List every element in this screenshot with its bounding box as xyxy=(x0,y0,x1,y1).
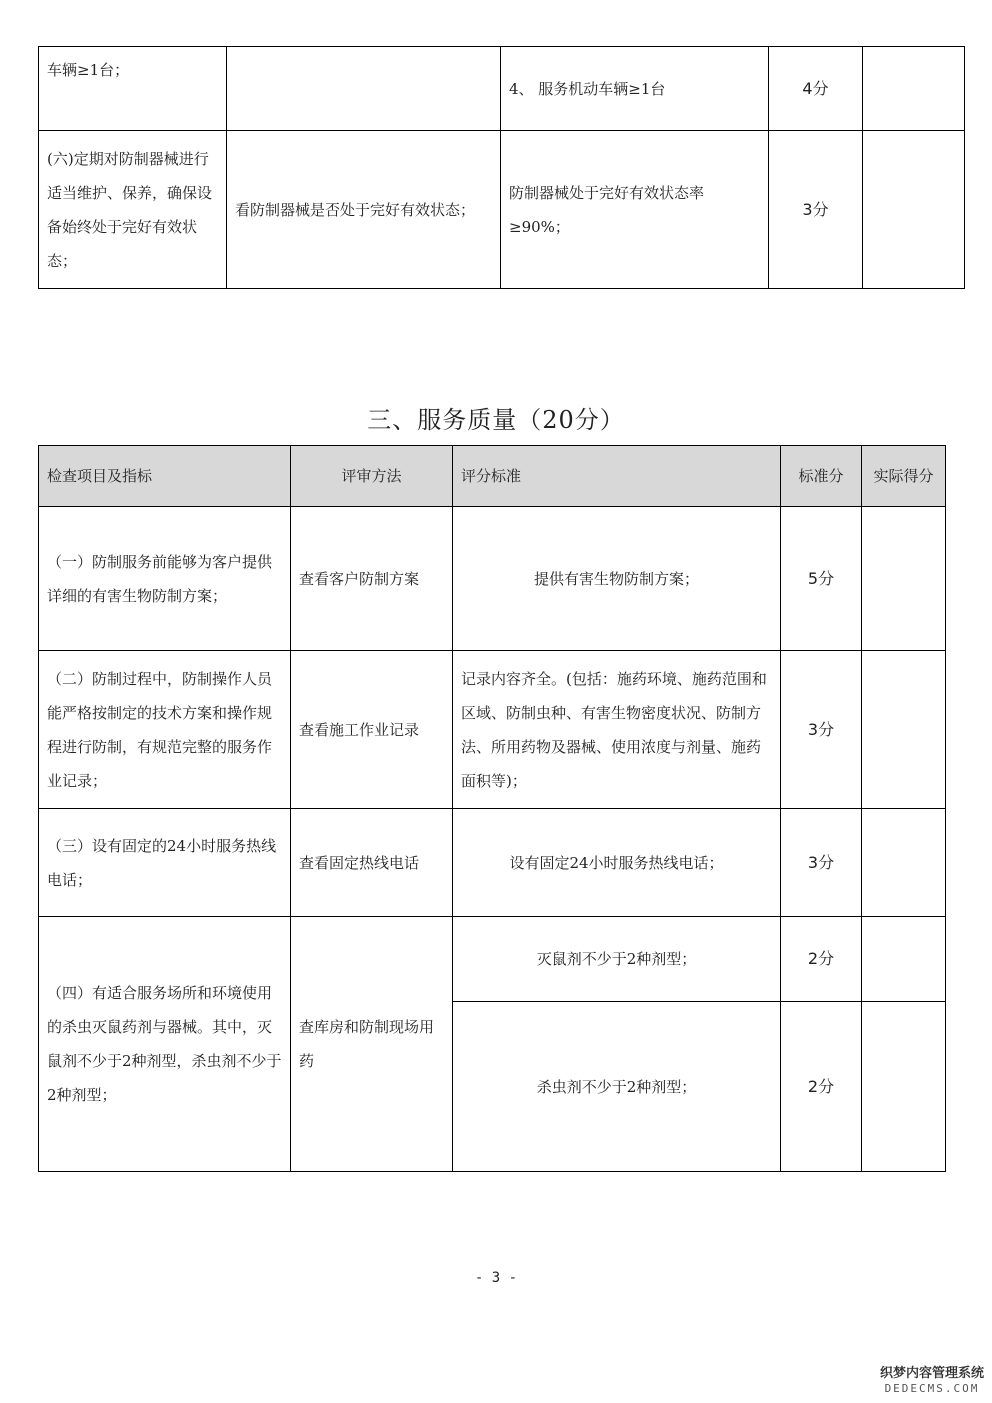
actual-score-cell xyxy=(863,131,965,289)
watermark-logo xyxy=(880,1366,984,1396)
table-row xyxy=(39,809,946,917)
watermark-line1: 织梦内容管理系统 xyxy=(879,1366,984,1381)
header-item: 检查项目及指标 xyxy=(39,446,291,507)
item-cell: （二）防制过程中，防制操作人员能严格按制定的技术方案和操作规程进行防制，有规范完整的服务作业记录； xyxy=(39,651,291,809)
method-cell: 看防制器械是否处于完好有效状态； xyxy=(227,131,501,289)
actual-score-cell xyxy=(862,917,946,1002)
method-cell: 查库房和防制现场用药 xyxy=(291,917,453,1172)
item-cell: 车辆≥1台； xyxy=(39,47,227,131)
table-row xyxy=(39,131,965,289)
score-cell: 2分 xyxy=(781,1002,862,1172)
actual-score-cell xyxy=(863,47,965,131)
header-method: 评审方法 xyxy=(291,446,453,507)
score-cell: 5分 xyxy=(781,507,862,651)
item-cell: (六)定期对防制器械进行适当维护、保养，确保设备始终处于完好有效状态； xyxy=(39,131,227,289)
table-header-row xyxy=(39,446,946,507)
score-cell: 2分 xyxy=(781,917,862,1002)
method-cell: 查看固定热线电话 xyxy=(291,809,453,917)
header-score: 标准分 xyxy=(781,446,862,507)
table-row xyxy=(39,651,946,809)
actual-score-cell xyxy=(862,1002,946,1172)
score-cell: 3分 xyxy=(769,131,863,289)
method-cell: 查看客户防制方案 xyxy=(291,507,453,651)
score-cell: 3分 xyxy=(781,809,862,917)
service-quality-table xyxy=(38,445,946,1172)
item-cell: （四）有适合服务场所和环境使用的杀虫灭鼠药剂与器械。其中，灭鼠剂不少于2种剂型，杀虫剂不少于2种剂型； xyxy=(39,917,291,1172)
standard-cell: 设有固定24小时服务热线电话； xyxy=(453,809,781,917)
score-cell: 4分 xyxy=(769,47,863,131)
prev-section-table xyxy=(38,46,965,289)
standard-cell: 提供有害生物防制方案； xyxy=(453,507,781,651)
method-cell: 查看施工作业记录 xyxy=(291,651,453,809)
standard-cell: 记录内容齐全。(包括：施药环境、施药范围和区域、防制虫种、有害生物密度状况、防制方法、所用药物及器械、使用浓度与剂量、施药面积等)； xyxy=(453,651,781,809)
table-row xyxy=(39,917,946,1002)
standard-cell: 4、 服务机动车辆≥1台 xyxy=(501,47,769,131)
header-standard: 评分标准 xyxy=(453,446,781,507)
page-number: - 3 - xyxy=(474,1270,518,1286)
actual-score-cell xyxy=(862,809,946,917)
table-row xyxy=(39,47,965,131)
score-cell: 3分 xyxy=(781,651,862,809)
standard-cell: 防制器械处于完好有效状态率≥90%； xyxy=(501,131,769,289)
item-cell: （三）设有固定的24小时服务热线电话； xyxy=(39,809,291,917)
standard-cell: 灭鼠剂不少于2种剂型； xyxy=(453,917,781,1002)
table-row xyxy=(39,507,946,651)
method-cell xyxy=(227,47,501,131)
item-cell: （一）防制服务前能够为客户提供详细的有害生物防制方案； xyxy=(39,507,291,651)
header-actual: 实际得分 xyxy=(862,446,946,507)
section-title: 三、服务质量（20分） xyxy=(367,406,625,434)
actual-score-cell xyxy=(862,507,946,651)
watermark-line2: DEDECMS.COM xyxy=(884,1382,980,1395)
actual-score-cell xyxy=(862,651,946,809)
standard-cell: 杀虫剂不少于2种剂型； xyxy=(453,1002,781,1172)
